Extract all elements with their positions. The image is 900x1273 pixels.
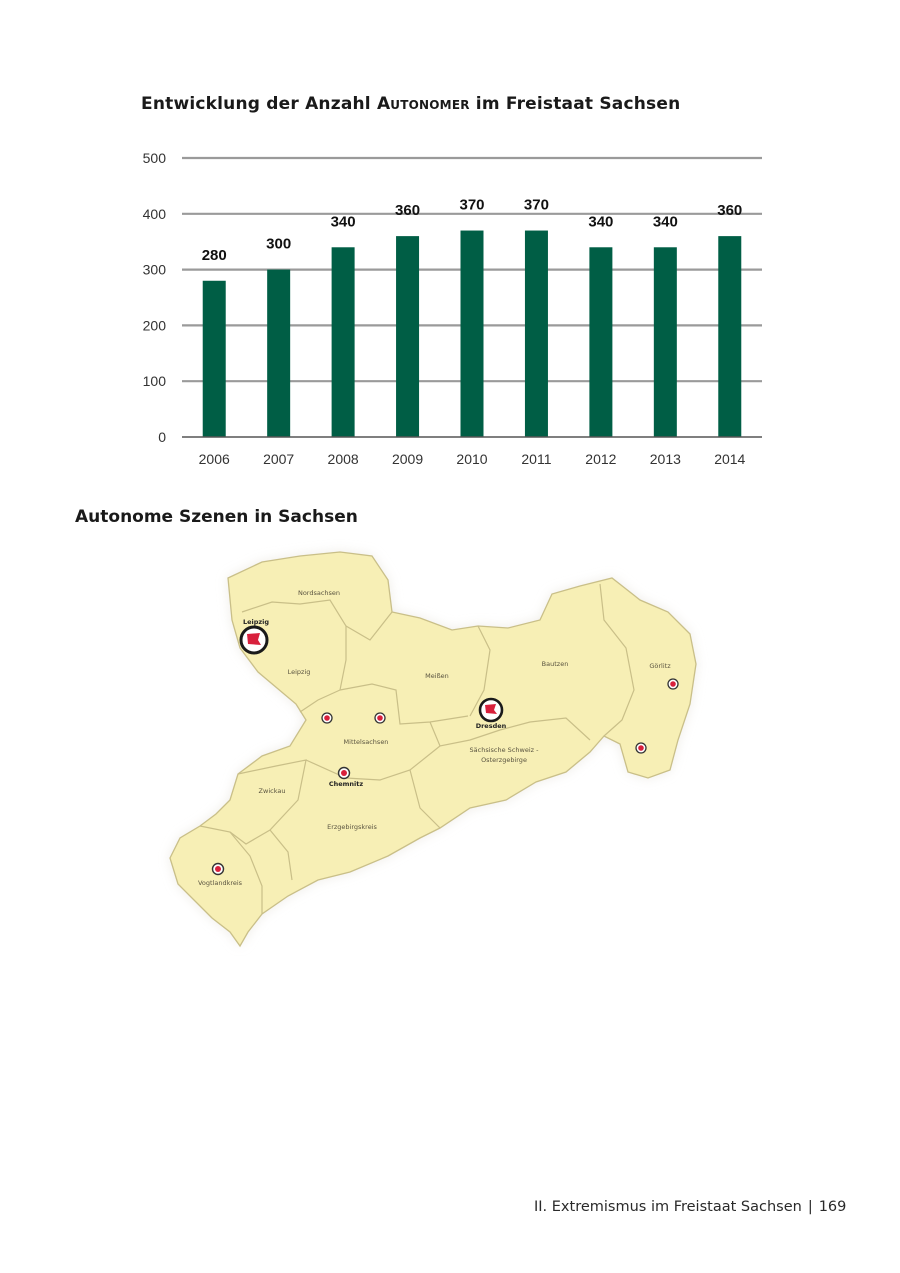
y-tick-label: 200 xyxy=(142,317,166,334)
city-label: Chemnitz xyxy=(328,780,364,788)
x-tick-label: 2010 xyxy=(456,451,488,467)
region-label: Meißen xyxy=(425,672,449,680)
region-label: Mittelsachsen xyxy=(343,738,389,746)
region-label: Vogtlandkreis xyxy=(197,879,243,887)
chart-title-highlight: Autonomer xyxy=(376,94,470,114)
y-tick-label: 400 xyxy=(142,205,166,222)
region-label: Sächsische Schweiz - xyxy=(469,746,539,754)
marker-flag-shape xyxy=(215,866,221,872)
region-label: Osterzgebirge xyxy=(481,756,527,764)
page-number: 169 xyxy=(818,1199,847,1215)
x-tick-label: 2006 xyxy=(198,451,230,467)
city-label: Dresden xyxy=(475,722,507,730)
y-tick-label: 100 xyxy=(142,373,166,390)
data-label: 360 xyxy=(395,202,421,220)
region-label: Nordsachsen xyxy=(297,589,341,597)
footer-separator: | xyxy=(807,1199,813,1215)
y-tick-label: 300 xyxy=(142,261,166,278)
saxony-outline xyxy=(170,552,696,946)
footer-text: II. Extremismus im Freistaat Sachsen xyxy=(534,1199,802,1215)
data-label: 340 xyxy=(588,213,614,231)
city-label: Leipzig xyxy=(242,618,270,626)
small-marker xyxy=(375,713,385,723)
y-tick-label: 0 xyxy=(158,429,166,445)
data-label: 370 xyxy=(523,196,549,214)
region-label: Zwickau xyxy=(258,787,286,795)
region-label: Bautzen xyxy=(541,660,569,668)
marker-flag-shape xyxy=(670,681,676,687)
data-label: 300 xyxy=(266,235,292,253)
data-label: 340 xyxy=(330,213,356,231)
data-label: 280 xyxy=(201,246,227,264)
x-tick-label: 2008 xyxy=(327,451,359,467)
page-footer xyxy=(534,1199,846,1215)
data-label: 370 xyxy=(459,196,485,214)
region-label: Görlitz xyxy=(649,662,671,670)
region-label: Leipzig xyxy=(287,668,311,676)
chart-title-suffix: im Freistaat Sachsen xyxy=(469,94,681,114)
data-label: 360 xyxy=(717,202,743,220)
small-marker xyxy=(668,679,678,689)
x-tick-label: 2013 xyxy=(649,451,681,467)
marker-flag-shape xyxy=(638,745,644,751)
x-tick-label: 2009 xyxy=(391,451,424,467)
x-tick-label: 2011 xyxy=(521,451,552,467)
small-marker xyxy=(636,743,646,753)
map-title: Autonome Szenen in Sachsen xyxy=(75,507,358,527)
data-label: 340 xyxy=(652,213,678,231)
chart-title-prefix: Entwicklung der Anzahl xyxy=(141,94,377,114)
marker-flag-shape xyxy=(341,770,347,776)
large-marker xyxy=(480,699,502,721)
large-marker xyxy=(241,627,267,653)
x-tick-label: 2012 xyxy=(585,451,617,467)
y-tick-label: 500 xyxy=(142,150,166,166)
x-tick-label: 2007 xyxy=(263,451,295,467)
small-marker xyxy=(339,768,350,779)
marker-flag-shape xyxy=(377,715,383,721)
small-marker xyxy=(213,864,224,875)
small-marker xyxy=(322,713,332,723)
marker-flag-shape xyxy=(324,715,330,721)
region-label: Erzgebirgskreis xyxy=(327,823,377,831)
x-tick-label: 2014 xyxy=(714,451,746,467)
